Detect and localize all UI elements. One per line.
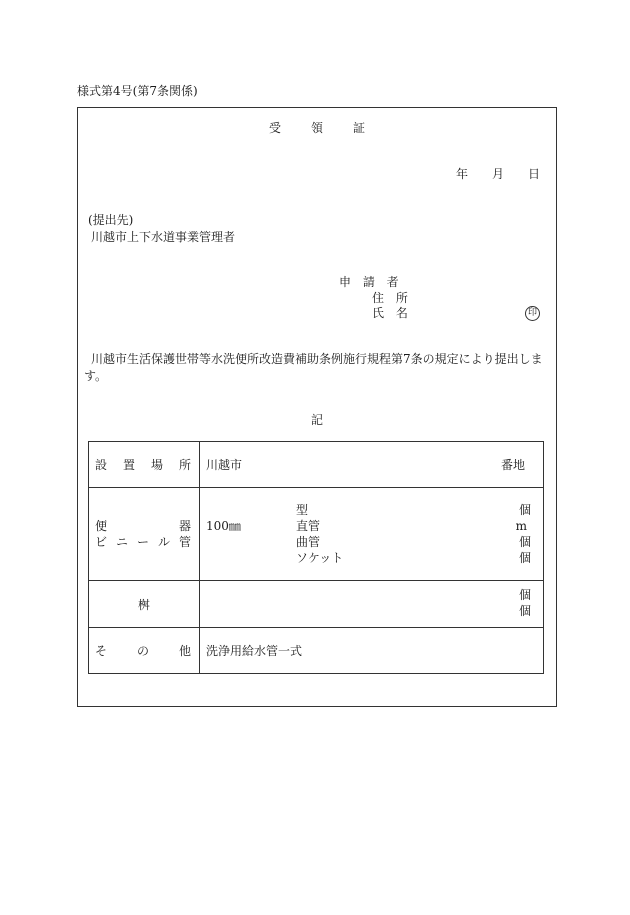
body-text-line1: 川越市生活保護世帯等水洗便所改造費補助条例施行規程第7条の規定により提出しま <box>91 352 543 366</box>
applicant-heading: 申 請 者 <box>339 275 403 289</box>
basin-value-cell <box>200 581 544 628</box>
other-label-cell <box>89 628 200 674</box>
recipient-note: (提出先) <box>88 213 134 227</box>
location-banchi: 番地 <box>500 458 525 472</box>
fixtures-label-cell <box>89 488 200 581</box>
basin-unit-1: 個 <box>518 588 531 602</box>
table-row-location <box>89 442 544 488</box>
applicant-name-label: 氏 名 <box>372 306 412 320</box>
table-row-fixtures <box>89 488 544 581</box>
basin-label-cell <box>89 581 200 628</box>
other-value: 洗浄用給水管一式 <box>206 644 303 658</box>
vinyl-pipe-label: ビ ニ ー ル 管 <box>95 535 191 549</box>
item-name-straight: 直管 <box>296 519 321 533</box>
item-name-bend: 曲管 <box>296 535 321 549</box>
seal-mark <box>525 304 540 321</box>
item-unit-straight: m <box>515 519 527 533</box>
table-row-basin <box>89 581 544 628</box>
location-label-cell <box>89 442 200 488</box>
record-table <box>88 441 544 674</box>
basin-label: 桝 <box>137 597 150 612</box>
other-value-cell <box>200 628 544 674</box>
ki-heading: 記 <box>311 413 324 427</box>
item-unit-type: 個 <box>518 503 531 517</box>
form-number-label: 様式第4号(第7条関係) <box>77 84 198 98</box>
applicant-address-label: 住 所 <box>372 291 412 305</box>
table-row-other <box>89 628 544 674</box>
date-month: 月 <box>492 167 505 181</box>
basin-unit-2: 個 <box>518 604 531 618</box>
location-label: 設 置 場 所 <box>95 457 191 472</box>
body-text-line2: す。 <box>84 369 108 383</box>
toilet-label: 便 器 <box>95 519 191 533</box>
location-value-cell <box>200 442 544 488</box>
item-name-type: 型 <box>296 503 309 517</box>
other-label: そ の 他 <box>95 643 191 658</box>
item-unit-bend: 個 <box>518 535 531 549</box>
item-unit-socket: 個 <box>518 551 531 565</box>
location-city: 川越市 <box>206 458 243 472</box>
seal-icon: 印 <box>525 306 540 321</box>
date-year: 年 <box>456 167 469 181</box>
date-day: 日 <box>528 167 541 181</box>
recipient-name: 川越市上下水道事業管理者 <box>91 230 236 244</box>
document-title: 受 領 証 <box>268 121 367 135</box>
fixtures-value-cell <box>200 488 544 581</box>
pipe-size: 100㎜ <box>206 519 241 533</box>
item-name-socket: ソケット <box>296 551 344 565</box>
